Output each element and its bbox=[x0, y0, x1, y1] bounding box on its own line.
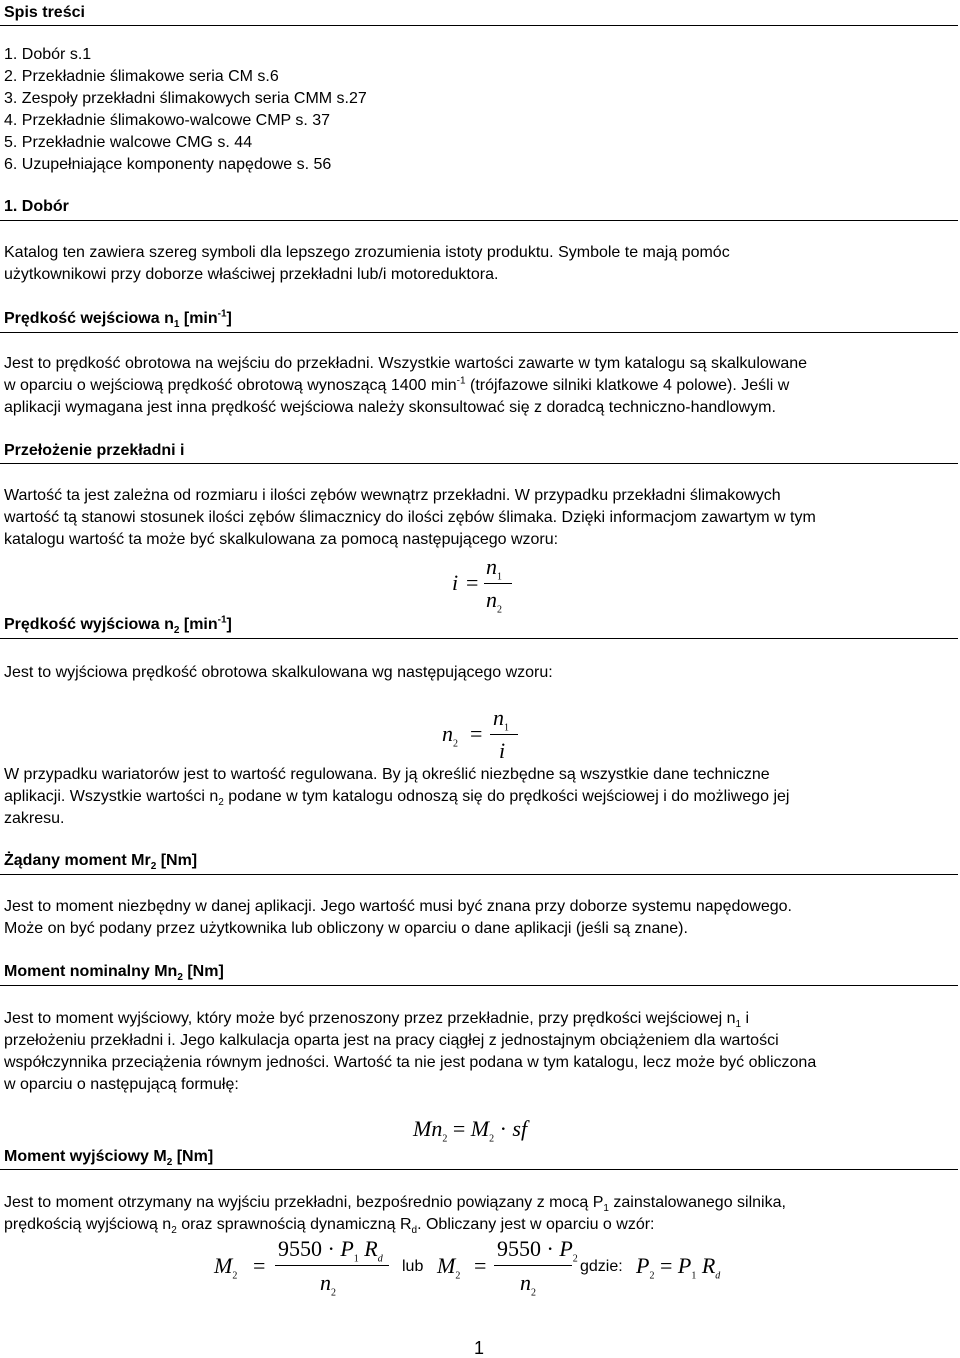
paragraph-line: Może on być podany przez użytkownika lub obliczony w oparciu o dane aplikacji (jeśli są znane). bbox=[4, 920, 688, 937]
toc-item: 4. Przekładnie ślimakowo-walcowe CMP s. 37 bbox=[4, 112, 331, 129]
paragraph-line: zakresu. bbox=[4, 810, 65, 827]
formula-equals: = bbox=[474, 1253, 487, 1278]
formula-denominator: $n_2$ bbox=[520, 1270, 536, 1299]
paragraph-line: współczynnika przeciążenia równym jedności. Wartość ta nie jest podana w tym katalogu, lecz może być obliczona bbox=[4, 1054, 817, 1071]
toc-item: 5. Przekładnie walcowe CMG s. 44 bbox=[4, 134, 253, 151]
paragraph-line: w oparciu o następującą formułę: bbox=[4, 1076, 239, 1093]
paragraph-line: aplikacji wymagana jest inna prędkość wejściowa należy skonsultować się z doradcą techniczno-handlowym. bbox=[4, 399, 776, 416]
heading-input-speed: Prędkość wejściowa $n_1$ $[\min^{-1}]$ bbox=[4, 308, 232, 331]
formula-lhs: $M_2$ bbox=[437, 1253, 461, 1282]
paragraph-line: wartość tą stanowi stosunek ilości zębów ślimacznicy do ilości zębów ślimaka. Dzięki informacjom zawartym w tym bbox=[4, 509, 816, 526]
formula-lhs: $n_2$ bbox=[442, 721, 458, 750]
divider bbox=[0, 463, 958, 464]
toc-title: Spis treści bbox=[4, 4, 85, 21]
formula-lhs: i bbox=[452, 570, 459, 595]
heading-ratio: Przełożenie przekładni i bbox=[4, 442, 185, 459]
paragraph-line: katalogu wartość ta może być skalkulowana za pomocą następującego wzoru: bbox=[4, 531, 559, 548]
fraction-bar bbox=[484, 583, 512, 584]
heading-nominal-torque: Moment nominalny $Mn_2$ [Nm] bbox=[4, 963, 224, 984]
paragraph-line: przełożeniu przekładni i. Jego kalkulacja oparta jest na pracy ciągłej z jednostajnym obciążeniem dla wartości bbox=[4, 1032, 779, 1049]
formula-numerator: $9550 \cdot P_2$ bbox=[497, 1236, 578, 1265]
formula-numerator: $9550 \cdot P_1$ $R_d$ bbox=[278, 1236, 383, 1265]
heading-required-torque: Żądany moment $Mr_2$ [Nm] bbox=[4, 852, 198, 873]
fraction-bar bbox=[490, 734, 518, 735]
toc-item: 1. Dobór s.1 bbox=[4, 46, 92, 63]
toc-item: 6. Uzupełniające komponenty napędowe s. 56 bbox=[4, 156, 332, 173]
paragraph-line: aplikacji. Wszystkie wartości $n_2$ podane w tym katalogu odnoszą się do prędkości wejściowej i do możliwego jej bbox=[4, 788, 790, 809]
heading-output-speed: Prędkość wyjściowa $n_2$ $[\min^{-1}]$ bbox=[4, 614, 232, 637]
paragraph-line: Jest to moment niezbędny w danej aplikacji. Jego wartość musi być znana przy doborze systemu napędowego. bbox=[4, 898, 792, 915]
formula-connector-lub: lub bbox=[402, 1258, 424, 1275]
paragraph-line: W przypadku wariatorów jest to wartość regulowana. By ją określić niezbędne są wszystkie dane techniczne bbox=[4, 766, 770, 783]
paragraph-line: Jest to moment otrzymany na wyjściu przekładni, bezpośrednio powiązany z mocą $P_1$ zainstalowanego silnika, bbox=[4, 1194, 786, 1215]
paragraph-line: Jest to wyjściowa prędkość obrotowa skalkulowana wg następującego wzoru: bbox=[4, 664, 553, 681]
section-title: 1. Dobór bbox=[4, 198, 69, 215]
divider bbox=[0, 638, 958, 639]
formula-power-relation: $P_2 = P_1$ $R_d$ bbox=[636, 1253, 721, 1282]
paragraph-line: Wartość ta jest zależna od rozmiaru i ilości zębów wewnątrz przekładni. W przypadku przekładni ślimakowych bbox=[4, 487, 781, 504]
fraction-bar bbox=[275, 1265, 389, 1266]
paragraph-line: prędkością wyjściową $n_2$ oraz sprawnością dynamiczną $R_d$. Obliczany jest w oparciu o wzór: bbox=[4, 1216, 655, 1237]
formula-denominator: $n_2$ bbox=[486, 587, 502, 616]
toc-item: 3. Zespoły przekładni ślimakowych seria CMM s.27 bbox=[4, 90, 367, 107]
formula-denominator: $n_2$ bbox=[320, 1270, 336, 1299]
heading-output-torque: Moment wyjściowy $M_2$ [Nm] bbox=[4, 1148, 214, 1169]
fraction-bar bbox=[494, 1265, 572, 1266]
formula-numerator: $n_1$ bbox=[493, 705, 509, 734]
paragraph-line: Jest to prędkość obrotowa na wejściu do przekładni. Wszystkie wartości zawarte w tym katalogu są skalkulowane bbox=[4, 355, 808, 372]
divider bbox=[0, 25, 958, 26]
formula-equals: = bbox=[253, 1253, 266, 1278]
divider bbox=[0, 332, 958, 333]
page-number: 1 bbox=[474, 1338, 485, 1358]
paragraph-line: Katalog ten zawiera szereg symboli dla lepszego zrozumienia istoty produktu. Symbole te mają pomóc bbox=[4, 244, 730, 261]
formula-nominal-torque: $Mn_2 = M_2$ · sf bbox=[413, 1116, 528, 1145]
formula-numerator: $n_1$ bbox=[486, 554, 502, 583]
formula-denominator: i bbox=[499, 738, 506, 763]
formula-lhs: $M_2$ bbox=[214, 1253, 238, 1282]
divider bbox=[0, 220, 958, 221]
divider bbox=[0, 1169, 958, 1170]
paragraph-line: w oparciu o wejściową prędkość obrotową wynoszącą 1400 $\min^{-1}$ (trójfazowe silniki klatkowe 4 polowe). Jeśli w bbox=[4, 375, 790, 394]
formula-equals: = bbox=[466, 570, 479, 595]
divider bbox=[0, 874, 958, 875]
divider bbox=[0, 985, 958, 986]
toc-item: 2. Przekładnie ślimakowe seria CM s.6 bbox=[4, 68, 279, 85]
paragraph-line: użytkownikowi przy doborze właściwej przekładni lub/i motoreduktora. bbox=[4, 266, 499, 283]
formula-connector-gdzie: gdzie: bbox=[580, 1258, 623, 1275]
paragraph-line: Jest to moment wyjściowy, który może być przenoszony przez przekładnie, przy prędkości wejściowej $n_1$ i bbox=[4, 1010, 750, 1031]
formula-equals: = bbox=[470, 721, 483, 746]
